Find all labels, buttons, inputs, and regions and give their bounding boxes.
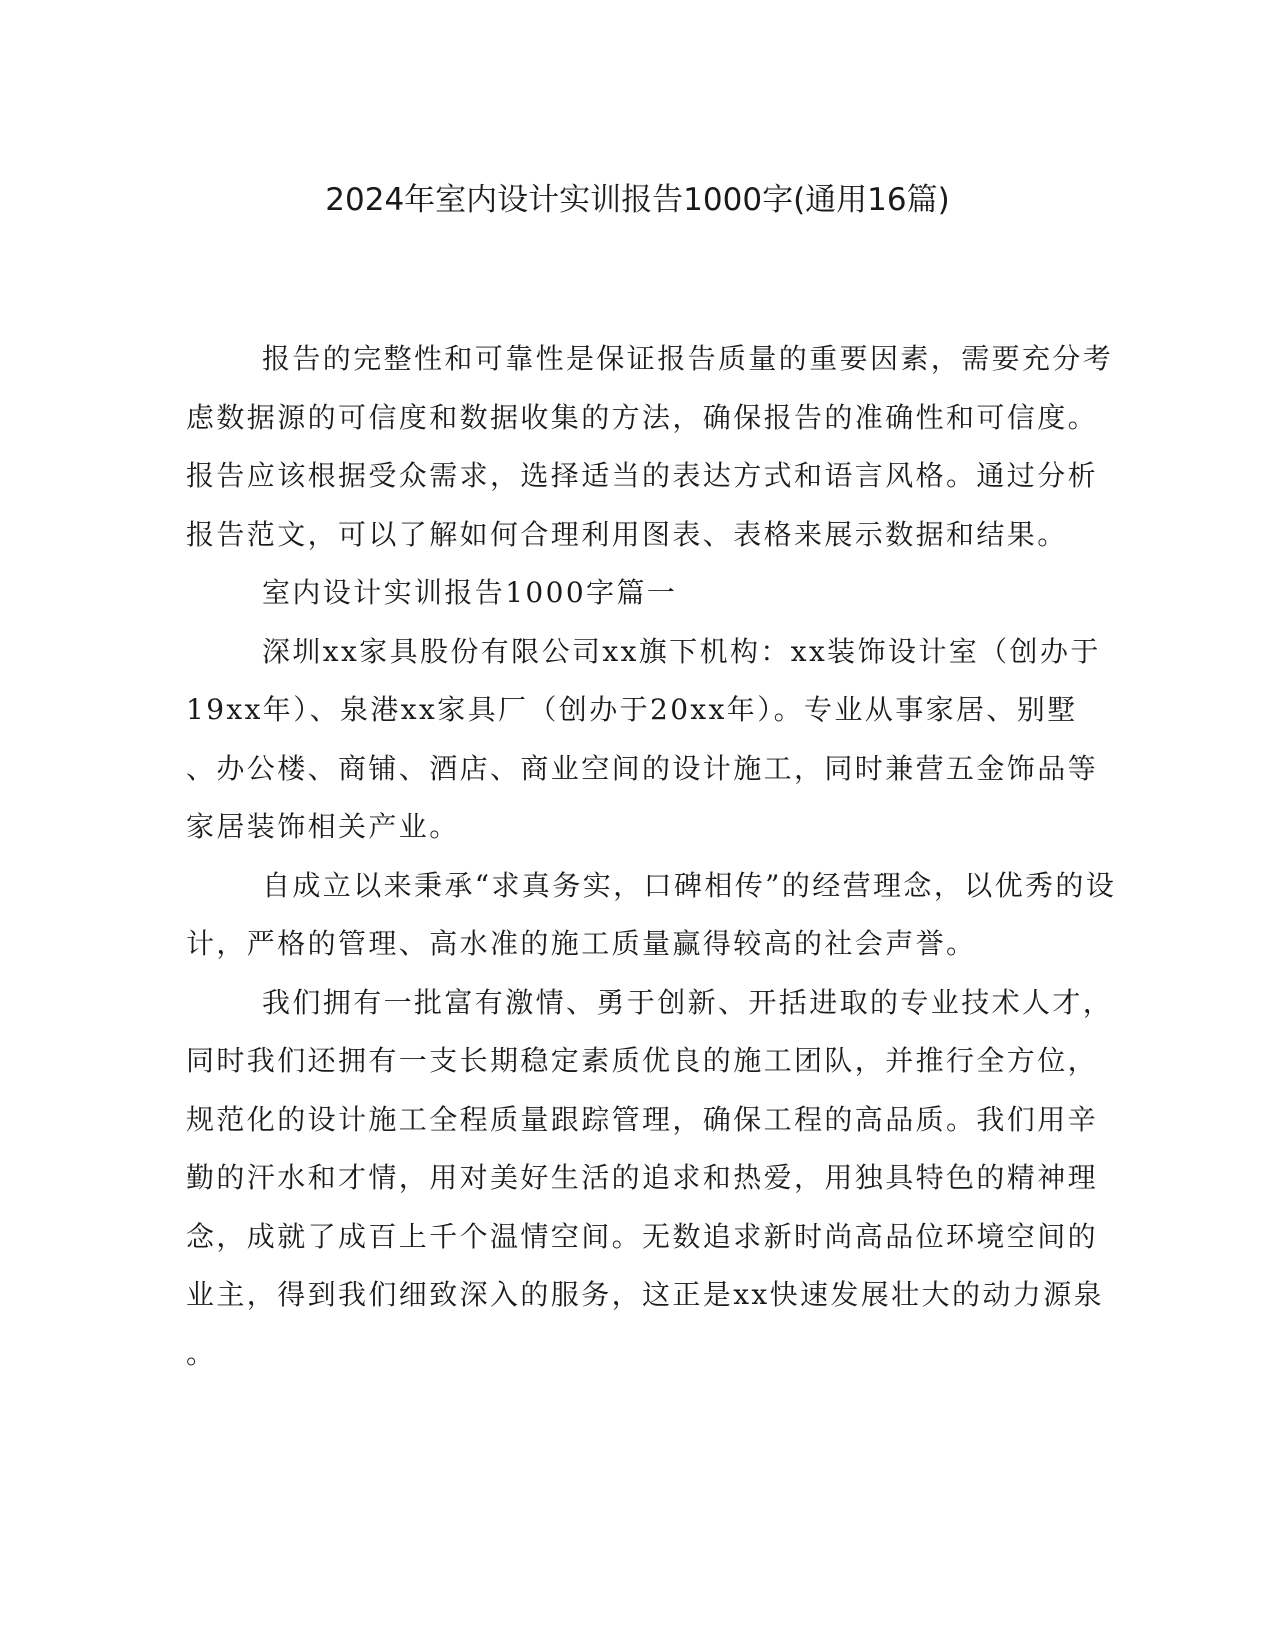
paragraph-line: 家居装饰相关产业。 <box>186 810 460 843</box>
paragraph-line: 报告的完整性和可靠性是保证报告质量的重要因素，需要充分考 <box>262 342 1114 375</box>
paragraph-company <box>186 623 1101 857</box>
paragraph-line: 虑数据源的可信度和数据收集的方法，确保报告的准确性和可信度。 <box>186 400 1099 434</box>
paragraph-line: 念，成就了成百上千个温情空间。无数追求新时尚高品位环境空间的 <box>186 1219 1099 1253</box>
paragraph-line: 报告范文，可以了解如何合理利用图表、表格来展示数据和结果。 <box>186 517 1068 551</box>
paragraph-line: 自成立以来秉承“求真务实，口碑相传”的经营理念，以优秀的设 <box>262 868 1117 902</box>
paragraph-line: 深圳xx家具股份有限公司xx旗下机构：xx装饰设计室（创办于 <box>262 634 1101 668</box>
paragraph-line: 报告应该根据受众需求，选择适当的表达方式和语言风格。通过分析 <box>186 459 1099 492</box>
paragraph-line: 、办公楼、商铺、酒店、商业空间的设计施工，同时兼营五金饰品等 <box>186 751 1099 785</box>
paragraph-line: 19xx年）、泉港xx家具厂（创办于20xx年）。专业从事家居、别墅 <box>186 693 1078 726</box>
paragraph-team <box>186 974 1114 1384</box>
paragraph-line: 勤的汗水和才情，用对美好生活的追求和热爱，用独具特色的精神理 <box>186 1161 1099 1194</box>
paragraph-line: 计，严格的管理、高水准的施工质量赢得较高的社会声誉。 <box>186 927 977 960</box>
paragraph-intro <box>186 330 1114 564</box>
paragraph-line: 业主，得到我们细致深入的服务，这正是xx快速发展壮大的动力源泉 <box>186 1278 1104 1311</box>
paragraph-line: 我们拥有一批富有激情、勇于创新、开括进取的专业技术人才， <box>262 985 1114 1019</box>
section-heading-text: 室内设计实训报告1000字篇一 <box>262 576 678 609</box>
document-title: 2024年室内设计实训报告1000字(通用16篇) <box>325 182 950 218</box>
paragraph-line: 同时我们还拥有一支长期稳定素质优良的施工团队，并推行全方位， <box>186 1044 1099 1077</box>
paragraph-line: 规范化的设计施工全程质量跟踪管理，确保工程的高品质。我们用辛 <box>186 1102 1099 1136</box>
paragraph-line: 。 <box>186 1336 217 1370</box>
section-heading <box>186 564 1066 623</box>
document-body <box>186 330 1117 1383</box>
paragraph-philosophy <box>186 857 1117 974</box>
